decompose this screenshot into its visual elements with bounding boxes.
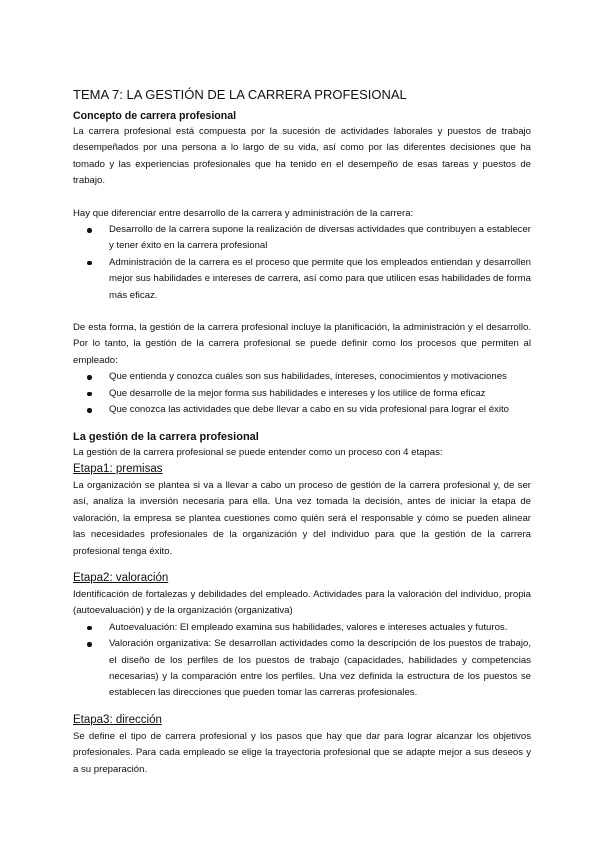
document-page <box>73 86 531 778</box>
bullet-list <box>73 620 531 702</box>
paragraph: Identificación de fortalezas y debilidades del empleado. Actividades para la valoración del individuo, propia (autoevaluación) y de la organización (organizativa) <box>73 588 531 617</box>
list-item: Que conozca las actividades que debe llevar a cabo en su vida profesional para lograr el éxito <box>109 402 531 418</box>
list-item: Valoración organizativa: Se desarrollan actividades como la descripción de los puestos de trabajo, el diseño de los perfiles de los puestos de trabajo (capacidades, habilidades y competencias necesarias) y la comparación entre los perfiles. Una vez definida la estructura de los puestos se establecen las direcciones que pueden tomar las carreras profesionales. <box>109 636 531 702</box>
list-item: Desarrollo de la carrera supone la realización de diversas actividades que contribuyen a establecer y tener éxito en la carrera profesional <box>109 222 531 255</box>
stage-heading-2: Etapa2: valoración <box>73 571 169 584</box>
list-item: Administración de la carrera es el proceso que permite que los empleados entiendan y desarrollen mejor sus habilidades e intereses de carrera, así como para que utilicen esas habilidades de forma más eficaz. <box>109 255 531 304</box>
stage-heading-3: Etapa3: dirección <box>73 713 162 726</box>
list-item: Que entienda y conozca cuáles son sus habilidades, intereses, conocimientos y motivaciones <box>109 369 531 385</box>
paragraph: La carrera profesional está compuesta por la sucesión de actividades laborales y puestos de trabajo desempeñados por una persona a lo largo de su vida, así como por las diferentes decisiones que ha tomado y las experiencias profesionales que ha tenido en el desempeño de esas tareas y puestos de trabajo. <box>73 126 531 187</box>
page-title: TEMA 7: LA GESTIÓN DE LA CARRERA PROFESIONAL <box>73 87 407 102</box>
paragraph: La gestión de la carrera profesional se puede entender como un proceso con 4 etapas: <box>73 446 443 458</box>
bullet-list <box>73 222 531 304</box>
stage-heading-1: Etapa1: premisas <box>73 462 163 475</box>
paragraph: Hay que diferenciar entre desarrollo de la carrera y administración de la carrera: <box>73 207 414 219</box>
section-heading-management: La gestión de la carrera profesional <box>73 430 259 443</box>
section-heading-concept: Concepto de carrera profesional <box>73 110 237 122</box>
paragraph: De esta forma, la gestión de la carrera profesional incluye la planificación, la administración y el desarrollo. Por lo tanto, la gestión de la carrera profesional se puede definir como los procesos que permiten al empleado: <box>73 322 531 366</box>
paragraph: Se define el tipo de carrera profesional y los pasos que hay que dar para lograr alcanzar los objetivos profesionales. Para cada empleado se elige la trayectoria profesional que se adapte mejor a sus deseos y a su preparación. <box>73 730 531 775</box>
paragraph: La organización se plantea si va a llevar a cabo un proceso de gestión de la carrera profesional y, de ser así, analiza la inversión necesaria para ella. Una vez tomada la decisión, antes de iniciar la etapa de valoración, la empresa se plantea cuestiones como quién será el responsable y cómo se pueden alinear las necesidades profesionales de la organización y del individuo para que la gestión de la carrera profesional tenga éxito. <box>73 479 531 557</box>
bullet-list <box>73 369 531 418</box>
list-item: Autoevaluación: El empleado examina sus habilidades, valores e intereses actuales y futuros. <box>109 620 531 636</box>
list-item: Que desarrolle de la mejor forma sus habilidades e intereses y los utilice de forma eficaz <box>109 386 531 402</box>
